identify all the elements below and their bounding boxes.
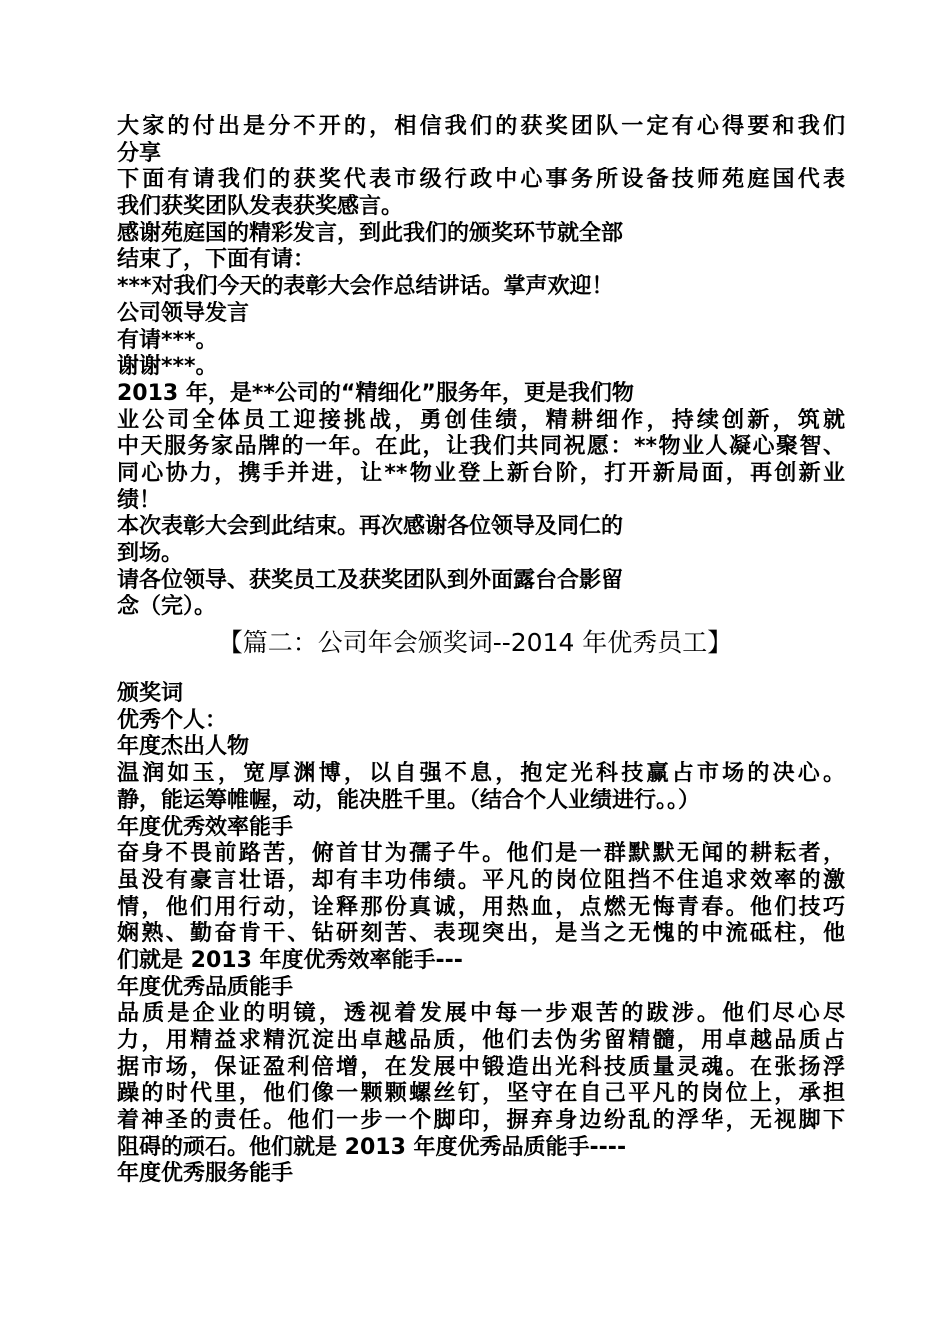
paragraph-line: 静，能运筹帷幄，动，能决胜千里。（结合个人业绩进行。。） [117, 787, 701, 813]
paragraph-line: ***对我们今天的表彰大会作总结讲话。掌声欢迎！ [117, 274, 614, 300]
paragraph-line: 同心协力，携手并进，让**物业登上新台阶，打开新局面，再创新业 [117, 460, 845, 486]
paragraph-line: 我们获奖团队发表获奖感言。 [117, 194, 404, 220]
paragraph-line: 绩！ [117, 487, 162, 513]
paragraph-line: 们就是 2013 年度优秀效率能手--- [117, 947, 463, 973]
paragraph-line: 年度优秀效率能手 [117, 814, 294, 840]
paragraph-line: 到场。 [117, 541, 184, 566]
paragraph-line: 温润如玉，宽厚渊博，以自强不息，抱定光科技赢占市场的决心。 [117, 761, 845, 787]
paragraph-line: 年度杰出人物 [117, 734, 250, 760]
paragraph-line: 情，他们用行动，诠释那份真诚，用热血，点燃无悔青春。他们技巧 [117, 894, 845, 920]
paragraph-line: 奋身不畏前路苦，俯首甘为孺子牛。他们是一群默默无闻的耕耘者， [117, 841, 845, 867]
paragraph-line: 年度优秀品质能手 [117, 974, 294, 1000]
part2-text [117, 681, 845, 1188]
part1-text [117, 114, 845, 621]
paragraph-line: 阻碍的顽石。他们就是 2013 年度优秀品质能手---- [117, 1134, 627, 1160]
paragraph-line: 业公司全体员工迎接挑战，勇创佳绩，精耕细作，持续创新，筑就 [117, 407, 845, 433]
paragraph-line: 据市场，保证盈利倍增，在发展中锻造出光科技质量灵魂。在张扬浮 [117, 1054, 845, 1080]
paragraph-line: 品质是企业的明镜，透视着发展中每一步艰苦的跋涉。他们尽心尽 [117, 1001, 845, 1027]
section-title: 【篇二：公司年会颁奖词--2014 年优秀员工】 [217, 628, 733, 658]
paragraph-line: 力，用精益求精沉淀出卓越品质，他们去伪劣留精髓，用卓越品质占 [117, 1028, 845, 1053]
paragraph-line: 请各位领导、获奖员工及获奖团队到外面露台合影留 [117, 567, 624, 593]
paragraph-line: 颁奖词 [117, 681, 184, 707]
paragraph-line: 念（完）。 [117, 594, 217, 620]
paragraph-line: 年度优秀服务能手 [117, 1161, 294, 1187]
paragraph-line: 结束了，下面有请： [117, 247, 316, 273]
paragraph-line: 优秀个人： [117, 707, 228, 733]
paragraph-line: 中天服务家品牌的一年。在此，让我们共同祝愿：**物业人凝心聚智、 [117, 434, 845, 460]
paragraph-line: 娴熟、勤奋肯干、钻研刻苦、表现突出，是当之无愧的中流砥柱，他 [117, 921, 845, 947]
paragraph-line: 谢谢***。 [117, 354, 218, 380]
paragraph-line: 有请***。 [117, 327, 218, 353]
paragraph-line: 虽没有豪言壮语，却有丰功伟绩。平凡的岗位阻挡不住追求效率的激 [117, 867, 845, 893]
paragraph-line: 躁的时代里，他们像一颗颗螺丝钉，坚守在自己平凡的岗位上，承担 [117, 1081, 845, 1107]
paragraph-line: 分享 [117, 140, 162, 166]
paragraph-line: 着神圣的责任。他们一步一个脚印，摒弃身边纷乱的浮华，无视脚下 [117, 1108, 845, 1134]
paragraph-line: 感谢苑庭国的精彩发言，到此我们的颁奖环节就全部 [117, 220, 624, 246]
document-body [117, 114, 845, 1188]
paragraph-line: 本次表彰大会到此结束。再次感谢各位领导及同仁的 [117, 514, 624, 540]
paragraph-line: 下面有请我们的获奖代表市级行政中心事务所设备技师苑庭国代表 [117, 167, 845, 193]
paragraph-line: 大家的付出是分不开的，相信我们的获奖团队一定有心得要和我们 [117, 114, 845, 139]
paragraph-line: 2013 年，是**公司的“精细化”服务年，更是我们物 [117, 380, 634, 406]
paragraph-line: 公司领导发言 [117, 300, 250, 326]
